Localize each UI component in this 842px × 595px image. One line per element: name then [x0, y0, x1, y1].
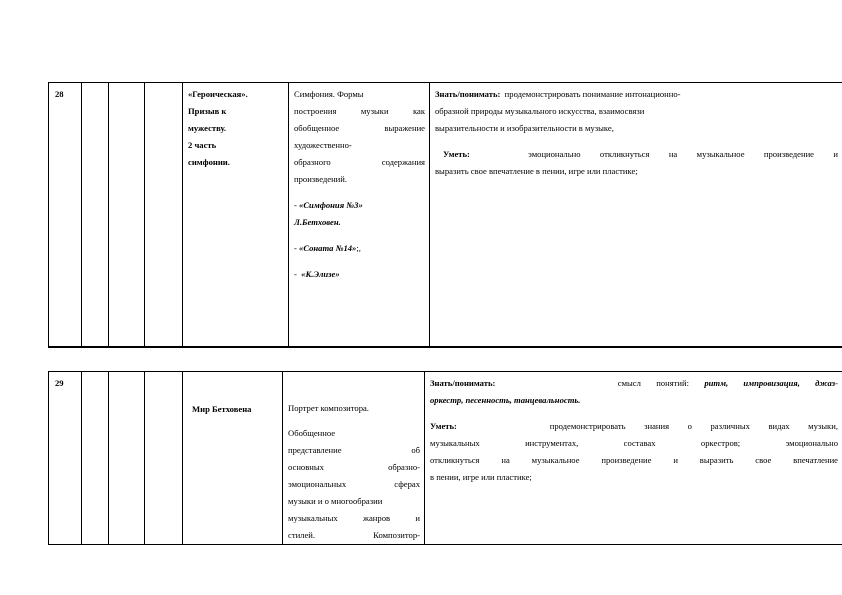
topic-cell [183, 83, 289, 348]
work-author: Л.Бетховен. [294, 217, 341, 227]
know-line: образной природы музыкального искусства, взаимосвязи [435, 106, 645, 116]
content-line: стилей. Композитор- [288, 530, 420, 540]
empty-cell [82, 372, 109, 545]
topic-line: «Героическая». [188, 89, 248, 99]
know-line [435, 86, 838, 103]
can-text: продемонстрировать знания о различных видах музыки, [549, 421, 838, 431]
content-cell [289, 83, 430, 348]
content-line: произведений. [294, 174, 348, 184]
work-title: «К.Элизе» [301, 269, 340, 279]
work-prefix: - [294, 200, 300, 210]
content-line: представление об [288, 445, 420, 455]
can-line: в пении, игре или пластике; [430, 472, 532, 482]
lesson-number: 28 [55, 89, 64, 99]
can-line [435, 146, 838, 163]
empty-cell [109, 83, 145, 348]
outcomes-cell [430, 83, 842, 348]
content-line: образного содержания [294, 157, 425, 167]
lesson-table-29 [48, 371, 842, 545]
empty-cell [145, 83, 183, 348]
know-line [430, 375, 838, 392]
know-terms: ритм, импровизация, джаз- [704, 378, 838, 388]
content-line [294, 86, 425, 103]
outcomes-cell [425, 372, 842, 545]
can-line: откликнуться на музыкальное произведение и выразить свое впечатление [430, 455, 838, 465]
work-title: «Симфония №3» [299, 200, 363, 210]
topic-line: Призыв к [188, 106, 227, 116]
topic-cell [183, 372, 283, 545]
content-line: построения музыки как [294, 106, 425, 116]
topic-line: симфонии. [188, 157, 230, 167]
work-item [294, 197, 425, 214]
content-line: основных образно- [288, 462, 420, 472]
work-prefix: - [294, 243, 300, 253]
lesson-table-28 [48, 82, 842, 348]
content-line: художественно- [294, 140, 352, 150]
content-heading: Портрет композитора. [288, 403, 369, 413]
can-line [430, 418, 838, 435]
content-line: музыкальных жанров и [288, 513, 420, 523]
work-suffix: ;, [356, 243, 361, 253]
lesson-number: 29 [55, 378, 64, 388]
can-line: выразить свое впечатление в пении, игре или пластике; [435, 166, 638, 176]
empty-cell [145, 372, 183, 545]
topic-line: 2 часть [188, 140, 217, 150]
content-text: Симфония. Формы [294, 89, 364, 99]
know-label: Знать/понимать: [430, 378, 496, 388]
can-label: Уметь: [430, 421, 457, 431]
empty-cell [109, 372, 145, 545]
content-line: Обобщенное [288, 428, 336, 438]
content-cell [283, 372, 425, 545]
topic-title: Мир Бетховена [192, 404, 252, 414]
content-line: обобщенное выражение [294, 123, 425, 133]
lesson-number-cell [49, 372, 82, 545]
know-label: Знать/понимать: [435, 89, 501, 99]
can-label: Уметь: [443, 149, 470, 159]
can-text: эмоционально откликнуться на музыкальное произведение и [528, 149, 838, 159]
lesson-number-cell [49, 83, 82, 348]
know-line: выразительности и изобразительности в музыке, [435, 123, 614, 133]
work-title: «Соната №14» [299, 243, 357, 253]
content-line: музыки и о многообразии [288, 496, 383, 506]
work-prefix: - [294, 269, 300, 279]
know-text: продемонстрировать понимание интонационно- [504, 89, 681, 99]
topic-line: мужеству. [188, 123, 227, 133]
empty-cell [82, 83, 109, 348]
know-prefix: смысл понятий: [617, 378, 689, 388]
content-line: эмоциональных сферах [288, 479, 420, 489]
know-terms: оркестр, песенность, танцевальность. [430, 395, 581, 405]
work-item [294, 266, 425, 283]
work-item [294, 240, 425, 257]
divider-line [48, 346, 842, 347]
can-line: музыкальных инструментах, составах оркестров; эмоционально [430, 438, 838, 448]
